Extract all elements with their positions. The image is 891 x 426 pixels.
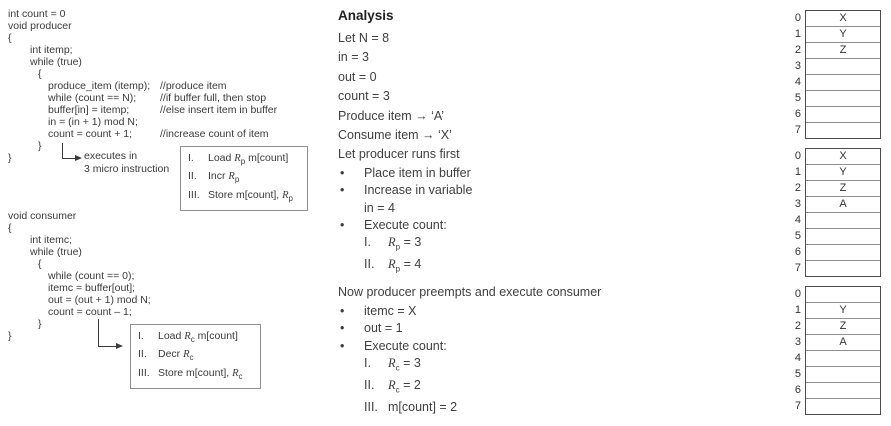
- register-symbol: R: [282, 189, 289, 201]
- buffer-row: [794, 91, 880, 107]
- buffer-row: [794, 213, 880, 229]
- step-numeral: III.: [138, 366, 150, 379]
- code-line: [8, 104, 338, 116]
- register-symbol: R: [388, 257, 396, 272]
- preempt-line: Now producer preempts and execute consumer: [338, 285, 602, 300]
- buffer-index: 7: [794, 124, 801, 136]
- analysis-section: [338, 8, 638, 416]
- code-text: while (true): [30, 56, 82, 68]
- buffer-row: [794, 149, 880, 165]
- step-text: Store m[count],: [208, 188, 283, 201]
- code-text: }: [38, 318, 42, 330]
- buffer-index: 6: [794, 108, 801, 120]
- register-subscript: c: [190, 335, 195, 345]
- register-subscript: c: [395, 363, 400, 373]
- buffer-index: 5: [794, 368, 801, 380]
- step-text: = 3: [400, 235, 422, 250]
- register-subscript: p: [395, 264, 401, 274]
- buffer-index: 5: [794, 92, 801, 104]
- bullet-icon: •: [340, 218, 345, 233]
- buffer-row: [794, 75, 880, 91]
- code-text: while (true): [30, 246, 82, 258]
- buffer-index: 5: [794, 230, 801, 242]
- register-subscript: p: [240, 157, 246, 167]
- register-symbol: R: [388, 377, 396, 392]
- buffer-index: 0: [794, 288, 801, 300]
- bullet-icon: •: [340, 165, 345, 180]
- micro-instruction-line: [138, 347, 253, 365]
- bullet-text: Execute count:: [364, 338, 447, 353]
- bullet-icon: •: [340, 321, 345, 336]
- code-text: }: [8, 152, 12, 164]
- step-text: = 4: [400, 257, 422, 272]
- code-comment: //if buffer full, then stop: [160, 92, 267, 104]
- executes-in-line2: 3 micro instruction: [84, 163, 170, 175]
- code-line: [8, 56, 338, 68]
- micro-instruction-line: [138, 329, 253, 347]
- code-text: in = (in + 1) mod N;: [48, 116, 138, 128]
- analysis-line: Let N = 8: [338, 31, 390, 45]
- bullet-item: [338, 320, 638, 337]
- code-text: {: [38, 258, 42, 270]
- bullet-item: [338, 217, 638, 234]
- code-line: [8, 234, 338, 246]
- step-text: = 3: [399, 355, 421, 370]
- code-text: count = count – 1;: [48, 306, 132, 318]
- step-numeral: II.: [364, 377, 375, 392]
- code-text: count = count + 1;: [48, 128, 133, 140]
- buffer-index: 6: [794, 246, 801, 258]
- register-subscript: p: [288, 193, 293, 203]
- register-symbol: R: [228, 171, 235, 183]
- step-text: Store m[count],: [158, 366, 233, 379]
- execute-step: [338, 234, 638, 256]
- buffer-row: [794, 27, 880, 43]
- buffer-row: [794, 245, 880, 261]
- micro-instruction-line: [188, 169, 300, 187]
- step-numeral: III.: [364, 399, 378, 414]
- buffer-row: [794, 319, 880, 335]
- step-numeral: II.: [364, 257, 375, 272]
- step-text: Load: [208, 152, 235, 164]
- execute-step: [338, 256, 638, 278]
- analysis-line: Consume item → ‘X’: [338, 128, 452, 143]
- buffer-table-after-producer: [794, 148, 881, 277]
- buffer-value: Y: [839, 28, 847, 40]
- buffer-row: [794, 181, 880, 197]
- buffer-index: 4: [794, 352, 801, 364]
- bullet-text: Execute count:: [364, 218, 447, 233]
- register-symbol: R: [388, 235, 396, 250]
- step-numeral: I.: [138, 330, 144, 342]
- register-subscript: c: [238, 371, 243, 381]
- buffer-index: 2: [794, 182, 801, 194]
- register-symbol: R: [388, 355, 396, 370]
- register-symbol: R: [184, 331, 191, 342]
- bullet-item: [338, 338, 638, 355]
- buffer-index: 4: [794, 214, 801, 226]
- code-line: [8, 92, 338, 104]
- step-text: m[count] = 2: [388, 399, 458, 414]
- step-numeral: II.: [138, 348, 147, 361]
- micro-instruction-line: [188, 188, 300, 206]
- step-text: Incr: [208, 170, 229, 183]
- code-text: }: [38, 140, 42, 152]
- code-line: [8, 80, 338, 92]
- buffer-value: Y: [839, 304, 847, 316]
- code-text: itemc = buffer[out];: [48, 282, 136, 294]
- consumer-arrow-horizontal-line: [98, 346, 116, 347]
- bullet-text: Increase in variable: [364, 183, 473, 198]
- code-line: [8, 306, 338, 318]
- code-text: int itemc;: [30, 234, 73, 246]
- code-line: [8, 116, 338, 128]
- step-text: m[count]: [245, 152, 289, 164]
- buffer-index: 2: [794, 320, 801, 332]
- buffer-row: [794, 335, 880, 351]
- register-symbol: R: [234, 153, 241, 164]
- code-line: [8, 128, 338, 140]
- step-numeral: I.: [364, 235, 371, 250]
- bullet-icon: •: [340, 338, 345, 353]
- step-numeral: I.: [364, 355, 371, 370]
- code-line: [8, 20, 338, 32]
- bullet-text: itemc = X: [364, 303, 417, 318]
- step-numeral: III.: [188, 188, 200, 201]
- buffer-value: X: [839, 12, 847, 24]
- code-comment: //else insert item in buffer: [160, 104, 278, 116]
- buffer-value: Z: [839, 182, 847, 194]
- code-line: [8, 8, 338, 20]
- buffer-index: 7: [794, 400, 801, 412]
- producer-code-block: [8, 8, 338, 167]
- code-line: [8, 246, 338, 258]
- register-subscript: c: [395, 385, 400, 395]
- buffer-value: X: [839, 150, 847, 162]
- step-text: Decr: [158, 348, 184, 361]
- buffer-row: [794, 11, 880, 27]
- register-subscript: p: [234, 175, 240, 185]
- buffer-index: 3: [794, 336, 801, 348]
- code-line: [8, 32, 338, 44]
- step-numeral: II.: [188, 170, 197, 183]
- executes-in-line1: executes in: [84, 150, 138, 162]
- code-text: {: [8, 32, 12, 44]
- buffer-row: [794, 107, 880, 123]
- buffer-index: 4: [794, 76, 801, 88]
- bullet-icon: •: [340, 183, 345, 198]
- buffer-value: Z: [839, 44, 847, 56]
- register-symbol: R: [232, 367, 239, 379]
- code-comment: //produce item: [160, 80, 227, 92]
- code-text: while (count == N);: [48, 92, 137, 104]
- buffer-row: [794, 43, 880, 59]
- consumer-micro-instruction-box: [130, 324, 261, 389]
- bullet-text: out = 1: [364, 321, 403, 336]
- buffer-row: [794, 197, 880, 213]
- step-text: m[count]: [194, 330, 238, 342]
- register-symbol: R: [183, 349, 190, 361]
- code-text: produce_item (itemp);: [48, 80, 151, 92]
- execute-step: [338, 355, 638, 377]
- code-text: {: [38, 68, 42, 80]
- buffer-row: [794, 383, 880, 399]
- code-line: [8, 44, 338, 56]
- micro-instruction-line: [188, 151, 300, 169]
- buffer-row: [794, 287, 880, 303]
- producer-arrow-vertical-line: [62, 143, 63, 158]
- register-subscript: c: [189, 353, 194, 363]
- code-line: [8, 270, 338, 282]
- bullet-icon: •: [340, 303, 345, 318]
- buffer-row: [794, 367, 880, 383]
- consumer-code-block: [8, 210, 338, 345]
- buffer-row: [794, 123, 880, 138]
- step-numeral: I.: [188, 152, 194, 164]
- analysis-line: in = 3: [338, 50, 369, 65]
- buffer-index: 7: [794, 262, 801, 274]
- buffer-index: 1: [794, 304, 801, 316]
- code-line: [8, 282, 338, 294]
- code-line: [8, 210, 338, 222]
- code-text: out = (out + 1) mod N;: [48, 294, 151, 306]
- step-text: = 2: [399, 377, 421, 392]
- buffer-row: [794, 229, 880, 245]
- analysis-line: count = 3: [338, 89, 390, 104]
- buffer-row: [794, 59, 880, 75]
- analysis-line: Let producer runs first: [338, 147, 460, 162]
- analysis-line: Produce item → ‘A’: [338, 108, 445, 123]
- code-line: [8, 294, 338, 306]
- bullet-item: [338, 165, 638, 182]
- analysis-line: out = 0: [338, 69, 377, 84]
- buffer-index: 1: [794, 166, 801, 178]
- bullet-item: [338, 182, 638, 199]
- code-text: while (count == 0);: [48, 270, 135, 282]
- buffer-row: [794, 351, 880, 367]
- code-text: buffer[in] = itemp;: [48, 104, 130, 116]
- producer-arrow-horizontal-line: [62, 158, 75, 159]
- buffer-index: 6: [794, 384, 801, 396]
- code-text: void producer: [8, 20, 72, 32]
- code-line: [8, 258, 338, 270]
- code-text: void consumer: [8, 210, 77, 222]
- buffer-table-after-consumer: [794, 286, 881, 415]
- code-text: }: [8, 330, 12, 342]
- code-text: {: [8, 222, 12, 234]
- buffer-value: A: [839, 336, 847, 348]
- step-text: Load: [158, 330, 185, 342]
- bullet-text: Place item in buffer: [364, 165, 471, 180]
- buffer-value: A: [839, 198, 847, 210]
- buffer-index: 3: [794, 60, 801, 72]
- buffer-row: [794, 399, 880, 414]
- execute-step: [338, 377, 638, 399]
- analysis-title: Analysis: [338, 8, 394, 23]
- buffer-index: 1: [794, 28, 801, 40]
- producer-micro-instruction-box: [180, 146, 308, 211]
- producer-arrowhead-icon: [75, 155, 82, 161]
- buffer-table-initial: [794, 10, 881, 139]
- consumer-arrow-vertical-line: [98, 319, 99, 346]
- bullet-item: [338, 303, 638, 320]
- code-comment: //increase count of item: [160, 128, 269, 140]
- buffer-row: [794, 165, 880, 181]
- micro-instruction-line: [138, 366, 253, 384]
- code-text: int itemp;: [30, 44, 73, 56]
- register-subscript: p: [395, 242, 401, 252]
- buffer-index: 0: [794, 12, 801, 24]
- consumer-arrowhead-icon: [116, 343, 123, 349]
- buffer-row: [794, 303, 880, 319]
- execute-step: [338, 399, 638, 416]
- buffer-index: 2: [794, 44, 801, 56]
- buffer-value: Z: [839, 320, 847, 332]
- buffer-index: 0: [794, 150, 801, 162]
- code-line: [8, 222, 338, 234]
- code-text: int count = 0: [8, 8, 66, 20]
- code-line: [8, 68, 338, 80]
- buffer-index: 3: [794, 198, 801, 210]
- executes-in-label: [84, 150, 169, 176]
- buffer-row: [794, 261, 880, 276]
- buffer-value: Y: [839, 166, 847, 178]
- bullet-subline: in = 4: [364, 200, 395, 215]
